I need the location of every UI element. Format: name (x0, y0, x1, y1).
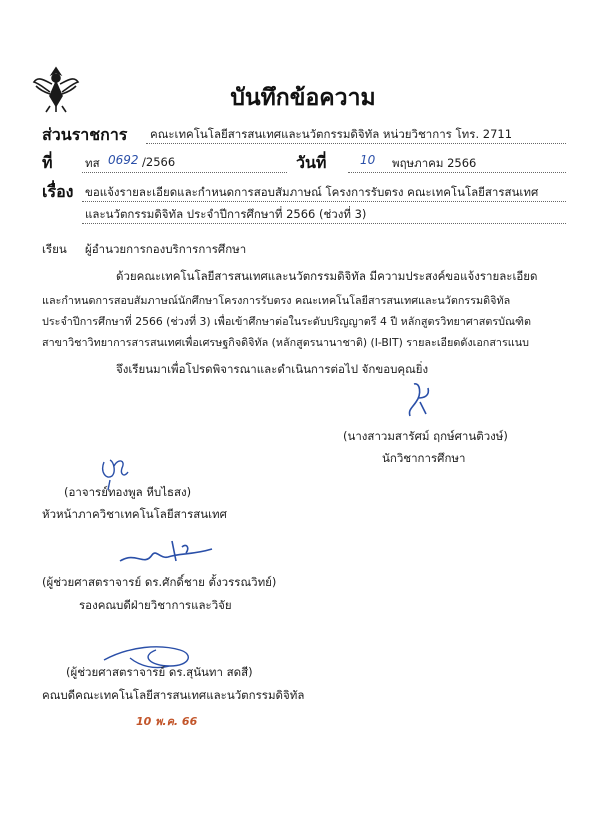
ref-number-handwritten: 0692 (108, 153, 139, 167)
signature-2-position: หัวหน้าภาควิชาเทคโนโลยีสารสนเทศ (42, 507, 227, 521)
signature-4-position: คณบดีคณะเทคโนโลยีสารสนเทศและนวัตกรรมดิจิทัล (42, 688, 305, 702)
date-rest: พฤษภาคม 2566 (392, 156, 477, 170)
signature-2-name: (อาจารย์ทองพูล หีบไธสง) (64, 485, 192, 499)
body-para2: จึงเรียนมาเพื่อโปรดพิจารณาและดำเนินการต่อไป จักขอบคุณยิ่ง (116, 362, 429, 376)
signature-1-position: นักวิชาการศึกษา (382, 451, 466, 465)
signature-1-scribble (400, 380, 436, 422)
body-para1-line4: สาขาวิชาวิทยาการสารสนเทศเพื่อเศรษฐกิจดิจิทัล (หลักสูตรนานาชาติ) (I-BIT) รายละเอียดดังเอกสารแนบ (42, 336, 529, 349)
date-dotline (348, 172, 566, 173)
agency-dotline (146, 143, 566, 144)
agency-value: คณะเทคโนโลยีสารสนเทศและนวัตกรรมดิจิทัล หน่วยวิชาการ โทร. 2711 (150, 127, 513, 141)
ref-dotline (82, 172, 287, 173)
handwritten-date: 10 พ.ค. 66 (136, 715, 198, 728)
date-label: วันที่ (296, 153, 327, 172)
salutation-label: เรียน (42, 242, 67, 256)
signature-3-scribble (116, 533, 216, 575)
ref-suffix: /2566 (142, 155, 176, 169)
signature-1-name: (นางสาวมสารัศม์ ฤกษ์ศานติวงษ์) (343, 429, 508, 443)
agency-label: ส่วนราชการ (42, 125, 128, 144)
signature-3-position: รองคณบดีฝ่ายวิชาการและวิจัย (79, 598, 232, 612)
body-para1-line3: ประจำปีการศึกษาที่ 2566 (ช่วงที่ 3) เพื่อเข้าศึกษาต่อในระดับปริญญาตรี 4 ปี หลักสูตรวิทยาศาสตรบัณฑิต (42, 315, 532, 328)
document-title: บันทึกข้อความ (230, 84, 376, 111)
signature-4-name: (ผู้ช่วยศาสตราจารย์ ดร.สุนันทา สดสี) (66, 665, 253, 679)
subject-dotline-1 (82, 201, 566, 202)
subject-line-2: และนวัตกรรมดิจิทัล ประจำปีการศึกษาที่ 2566 (ช่วงที่ 3) (85, 207, 367, 221)
ref-prefix: ทส (85, 156, 100, 170)
subject-dotline-2 (82, 223, 566, 224)
body-para1-line1: ด้วยคณะเทคโนโลยีสารสนเทศและนวัตกรรมดิจิทัล มีความประสงค์ขอแจ้งรายละเอียด (116, 269, 538, 283)
subject-label: เรื่อง (42, 182, 74, 201)
ref-label: ที่ (42, 153, 53, 172)
signature-3-name: (ผู้ช่วยศาสตราจารย์ ดร.ศักดิ์ชาย ตั้งวรรณวิทย์) (42, 575, 277, 589)
body-para1-line2: และกำหนดการสอบสัมภาษณ์นักศึกษาโครงการรับตรง คณะเทคโนโลยีสารสนเทศและนวัตกรรมดิจิทัล (42, 294, 511, 307)
salutation-value: ผู้อำนวยการกองบริการการศึกษา (85, 242, 247, 256)
date-day-handwritten: 10 (360, 153, 376, 167)
subject-line-1: ขอแจ้งรายละเอียดและกำหนดการสอบสัมภาษณ์ โครงการรับตรง คณะเทคโนโลยีสารสนเทศ (85, 185, 539, 199)
